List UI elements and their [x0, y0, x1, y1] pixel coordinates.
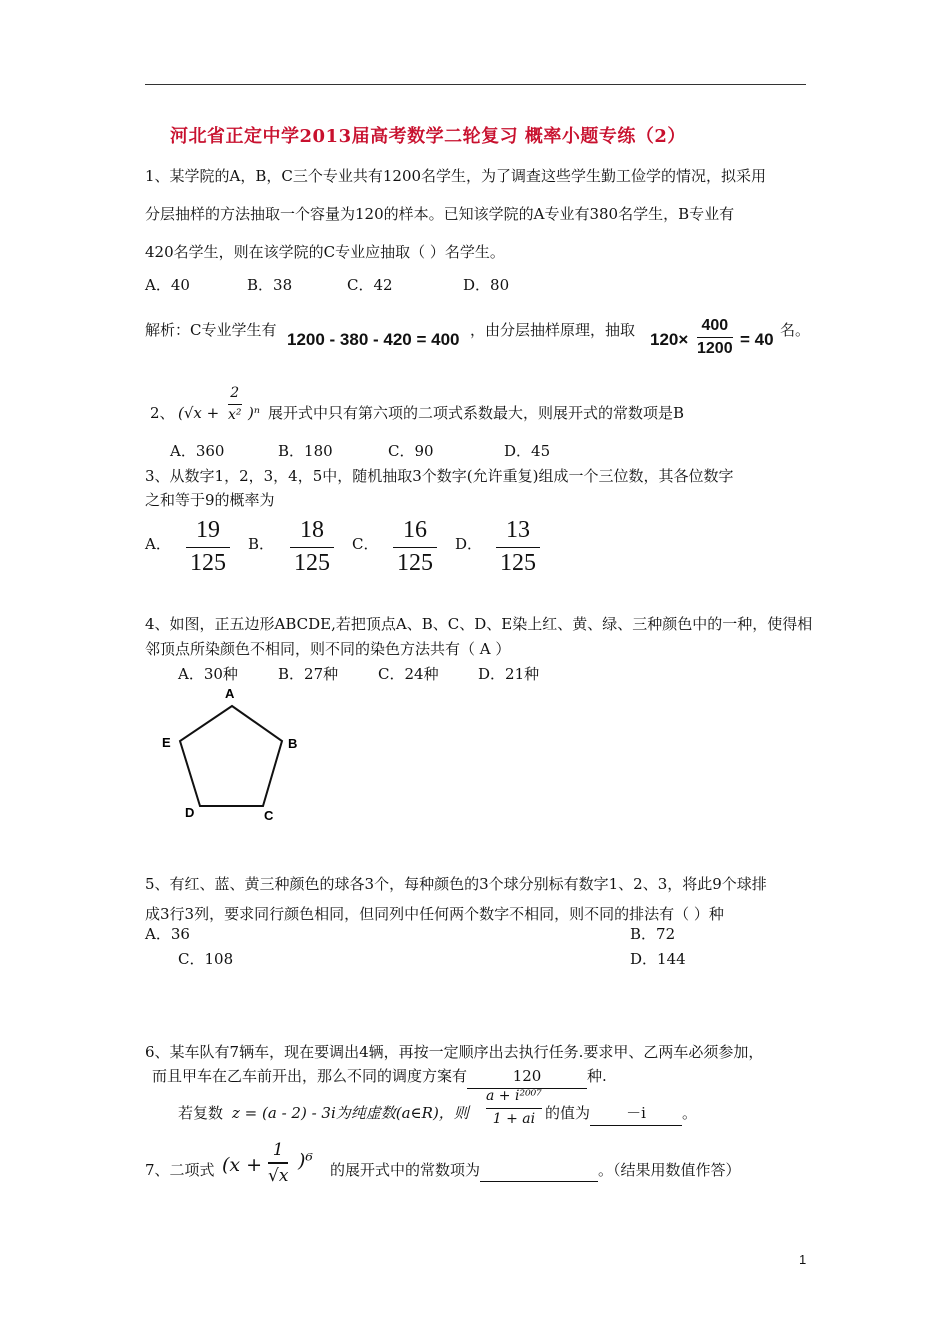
q6-sub-expr: z = (a - 2) - 3i为纯虚数(a∈R)，则 [232, 1104, 469, 1122]
vertex-label-c: C [264, 808, 274, 823]
q6-sub-answer-blank: －i [590, 1101, 682, 1126]
q5-option-d: D．144 [630, 950, 686, 968]
q3-option-a-denominator: 125 [190, 549, 226, 576]
vertex-label-a: A [225, 686, 235, 701]
q1-analysis-mid: ，由分层抽样原理，抽取 [470, 321, 636, 339]
q3-option-c-denominator: 125 [397, 549, 433, 576]
q1-analysis-expr2-right: = 40 [740, 330, 774, 349]
q5-option-a: A．36 [145, 925, 190, 943]
q3-option-b-denominator: 125 [294, 549, 330, 576]
q7-fraction-numerator: 1 [272, 1140, 284, 1160]
q5-option-b: B．72 [630, 925, 676, 943]
q7-expr-close: )⁶ [298, 1150, 314, 1172]
q2-text: 展开式中只有第六项的二项式系数最大，则展开式的常数项是B [268, 404, 685, 422]
q2-option-b: B．180 [278, 442, 333, 460]
q1-line2: 分层抽样的方法抽取一个容量为120的样本。已知该学院的A专业有380名学生，B专业有 [145, 205, 735, 223]
q3-option-d-fraction [496, 517, 540, 578]
q7-text [330, 1158, 741, 1182]
q2-prefix: 2、 [150, 404, 175, 422]
q1-line1: 1、某学院的A，B，C三个专业共有1200名学生，为了调查这些学生勤工俭学的情况，拟采用 [145, 167, 767, 185]
q6-line2-suffix: 种. [587, 1067, 607, 1085]
q3-option-a-label: A． [145, 535, 171, 553]
q4-option-a: A．30种 [178, 665, 238, 683]
q7-fraction [268, 1140, 288, 1186]
q3-line1: 3、从数字1，2，3，4，5中，随机抽取3个数字(允许重复)组成一个三位数，其各位数字 [145, 467, 734, 485]
q3-option-d-denominator: 125 [500, 549, 536, 576]
q2-expr-open: (√x + [178, 404, 220, 422]
q6-line2 [152, 1064, 607, 1089]
pentagon-diagram [155, 683, 315, 823]
q1-analysis-expr1: 1200 - 380 - 420 = 400 [287, 330, 460, 349]
fraction-bar [496, 547, 540, 548]
q3-option-c-numerator: 16 [403, 517, 427, 543]
q3-option-b-fraction [290, 517, 334, 578]
q5-line2: 成3行3列，要求同行颜色相同，但同列中任何两个数字不相同，则不同的排法有（ ）种 [145, 905, 724, 923]
q3-line2: 之和等于9的概率为 [145, 491, 275, 509]
q3-option-b-label: B． [248, 535, 275, 553]
fraction-bar [393, 547, 437, 548]
q3-option-a-numerator: 19 [196, 517, 220, 543]
q3-option-d-numerator: 13 [506, 517, 530, 543]
q6-sub-value [545, 1101, 697, 1126]
q5-line1: 5、有红、蓝、黄三种颜色的球各3个，每种颜色的3个球分别标有数字1、2、3，将此9个球排 [145, 875, 767, 893]
q7-text-main: 的展开式中的常数项为 [330, 1161, 481, 1179]
q1-fraction-numerator: 400 [701, 317, 729, 334]
q3-option-c-label: C． [352, 535, 379, 553]
q4-line1: 4、如图，正五边形ABCDE,若把顶点A、B、C、D、E染上红、黄、绿、三种颜色中的一种，使得相 [145, 615, 813, 633]
q6-sub-mid: 的值为 [545, 1104, 591, 1122]
q6-line2-prefix: 而且甲车在乙车前开出，那么不同的调度方案有 [152, 1067, 468, 1085]
q5-option-c: C．108 [178, 950, 234, 968]
q2-fraction-numerator: 2 [230, 385, 240, 401]
vertex-label-b: B [288, 736, 298, 751]
q6-line1: 6、某车队有7辆车，现在要调出4辆，再按一定顺序出去执行任务.要求甲、乙两车必须参加， [145, 1043, 764, 1061]
q2-expr-close: )ⁿ [248, 404, 260, 422]
q2-option-a: A．360 [170, 442, 225, 460]
q6-sub-fraction-denominator: 1 + ai [492, 1110, 536, 1127]
q3-option-a-fraction [186, 517, 230, 578]
q4-line2: 邻顶点所染颜色不相同，则不同的染色方法共有（ A ） [145, 640, 511, 658]
q1-option-b: B．38 [247, 276, 293, 294]
q6-sub-suffix: 。 [682, 1104, 698, 1122]
q1-analysis-expr2-left: 120× [650, 330, 689, 349]
q4-option-c: C．24种 [378, 665, 439, 683]
q1-analysis-prefix: 解析：C专业学生有 [145, 321, 277, 339]
q6-sub-fraction [486, 1088, 542, 1128]
q1-option-d: D．80 [463, 276, 510, 294]
page-number: 1 [799, 1252, 807, 1267]
q6-sub-fraction-numerator: a + i²⁰⁰⁷ [486, 1088, 542, 1104]
q2-option-c: C．90 [388, 442, 434, 460]
q1-line3: 420名学生，则在该学院的C专业应抽取（ ）名学生。 [145, 243, 505, 261]
q3-option-c-fraction [393, 517, 437, 578]
q4-option-d: D．21种 [478, 665, 540, 683]
fraction-bar [186, 547, 230, 548]
q7-expr-open: (x + [222, 1154, 263, 1176]
fraction-bar [697, 337, 733, 338]
fraction-bar [268, 1162, 288, 1163]
q2-option-d: D．45 [504, 442, 551, 460]
vertex-label-d: D [185, 805, 195, 820]
fraction-bar [228, 404, 242, 405]
header-rule [145, 84, 806, 85]
q7-prefix: 7、二项式 [145, 1161, 215, 1179]
q3-option-b-numerator: 18 [300, 517, 324, 543]
q1-option-c: C．42 [347, 276, 393, 294]
q4-option-b: B．27种 [278, 665, 339, 683]
q1-option-a: A．40 [145, 276, 190, 294]
q6-sub-prefix: 若复数 [178, 1104, 224, 1122]
q2-fraction-denominator: x² [228, 407, 242, 424]
q7-fraction-denominator: √x [268, 1165, 289, 1186]
vertex-label-e: E [162, 735, 171, 750]
q1-fraction-denominator: 1200 [697, 340, 733, 358]
q3-option-d-label: D． [455, 535, 483, 553]
q2-fraction [228, 385, 242, 424]
q1-analysis-suffix: 名。 [780, 321, 811, 339]
q7-answer-blank [480, 1163, 598, 1182]
q6-answer-blank: 120 [467, 1064, 587, 1089]
page-title: 河北省正定中学2013届高考数学二轮复习 概率小题专练（2） [170, 126, 686, 147]
pentagon-shape [180, 706, 282, 806]
fraction-bar [290, 547, 334, 548]
fraction-bar [486, 1108, 542, 1109]
q7-suffix: 。（结果用数值作答） [598, 1161, 741, 1179]
q1-analysis-fraction [697, 317, 733, 358]
